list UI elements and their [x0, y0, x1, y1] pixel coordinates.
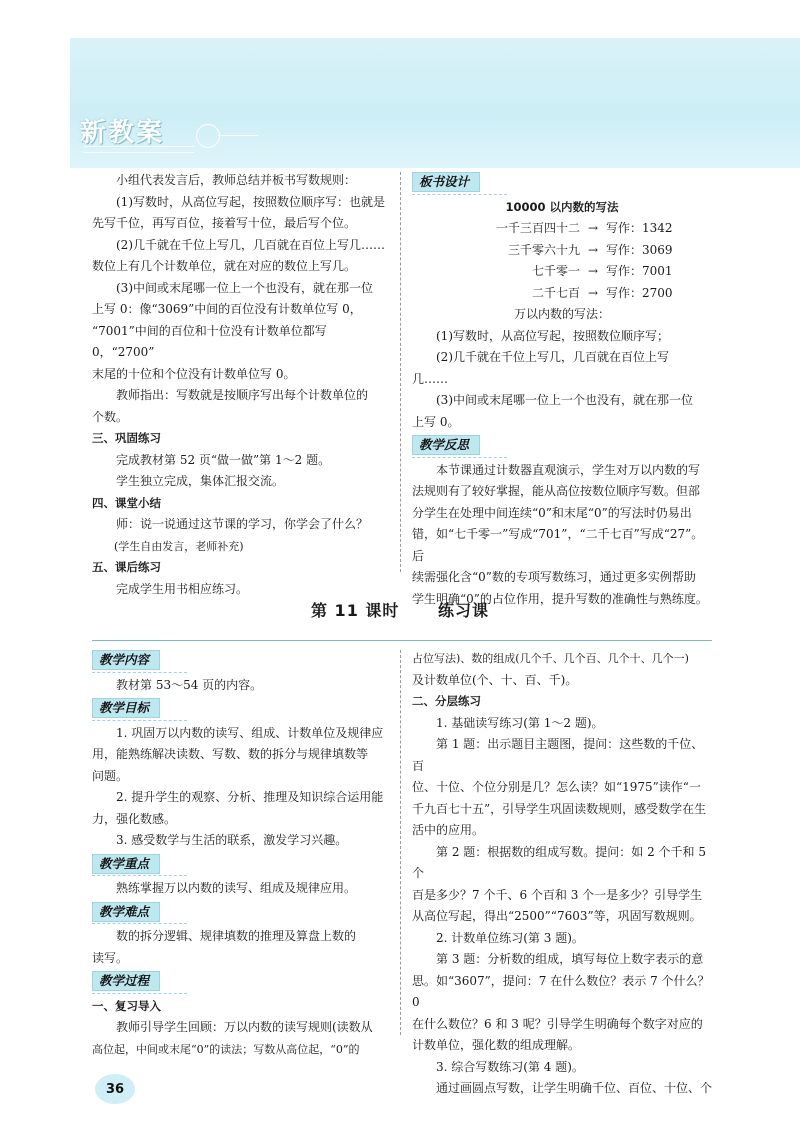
text-line: 在什么数位？6 和 3 呢？引导学生明确每个数字对应的 — [412, 1016, 703, 1031]
section-tag: 教学难点 — [92, 902, 160, 922]
board-row-number: 写作：1342 — [606, 221, 673, 235]
arrow-right-icon: → — [587, 264, 599, 278]
text-line: 力，强化数感。 — [92, 811, 177, 826]
text-line: 数位上有几个计数单位，就在对应的数位上写几。 — [92, 259, 357, 273]
logo-emblem-icon — [196, 124, 220, 148]
text-line: 读写。 — [92, 950, 129, 965]
text-line: 及计数单位(个、十、百、千)。 — [412, 672, 578, 687]
page-number: 36 — [95, 1074, 135, 1104]
text-line: 上写 0。 — [412, 414, 460, 429]
text-line: (2)几千就在千位上写几，几百就在百位上写 — [436, 350, 669, 364]
text-line: 熟练掌握万以内数的读写、组成及规律应用。 — [116, 881, 357, 895]
logo-rule — [218, 135, 258, 136]
text-line: 第 3 题：分析数的组成，填写每位上数字表示的意 — [436, 952, 704, 966]
section-heading: 五、课后练习 — [92, 560, 161, 574]
arrow-right-icon: → — [587, 221, 599, 235]
text-line: 法规则有了较好掌握，能从高位按数位顺序写数。但部 — [412, 484, 701, 498]
text-line: 本节课通过计数器直观演示，学生对万以内数的写 — [436, 462, 701, 477]
board-row — [412, 218, 712, 240]
reflection-tag: 教学反思 — [412, 435, 480, 455]
section-heading: 三、巩固练习 — [92, 431, 161, 445]
text-line: 学生独立完成，集体汇报交流。 — [116, 474, 285, 488]
text-line: 2. 提升学生的观察、分析、推理及知识综合运用能 — [116, 790, 384, 804]
logo: 新教案 — [80, 118, 165, 148]
board-row-words: 一千三百四十二 — [495, 221, 580, 235]
text-line: 完成教材第 52 页“做一做”第 1～2 题。 — [116, 452, 331, 467]
board-row-number: 写作：2700 — [606, 285, 673, 300]
text-line: 2. 计数单位练习(第 3 题)。 — [436, 930, 584, 945]
text-line: (2)几千就在千位上写几，几百就在百位上写几…… — [116, 237, 385, 252]
text-line: 几…… — [412, 371, 449, 386]
upper-right-column — [412, 170, 712, 610]
text-line: (1)写数时，从高位写起，按照数位顺序写； — [436, 328, 669, 343]
section-heading: 一、复习导入 — [92, 998, 161, 1013]
text-line: 通过画圆点写数，让学生明确千位、百位、十位、个 — [436, 1081, 713, 1095]
board-row-words: 二千七百 — [531, 285, 580, 300]
section-tag-header — [92, 969, 187, 994]
text-line: 分学生在处理中间连续“0”和末尾“0”的写法时仍易出 — [412, 505, 692, 520]
board-subtitle: 万以内数的写法： — [513, 307, 610, 321]
section-tag-header — [92, 900, 187, 925]
section-tag: 教学内容 — [92, 650, 160, 670]
text-line: 1. 巩固万以内数的读写、组成、计数单位及规律应 — [116, 725, 384, 740]
text-line: 数的拆分逻辑、规律填数的推理及算盘上数的 — [116, 929, 357, 943]
text-line: (学生自由发言，老师补充) — [114, 539, 244, 553]
text-line: 上写 0：像“3069”中间的百位没有计数单位写 0， — [92, 302, 362, 316]
board-row-number: 写作：3069 — [606, 242, 673, 257]
board-row-words: 三千零六十九 — [507, 242, 580, 257]
text-line: 教材第 53～54 页的内容。 — [116, 677, 263, 692]
column-divider-bottom — [400, 650, 401, 1035]
text-line: 续需强化含“0”数的专项写数练习，通过更多实例帮助 — [412, 570, 696, 584]
text-line: 教师引导学生回顾：万以内数的读写规则(读数从 — [116, 1020, 373, 1034]
text-line: 高位起，中间或末尾“0”的读法；写数从高位起，“0”的 — [92, 1042, 360, 1056]
text-line: (1)写数时，从高位写起，按照数位顺序写：也就是 — [116, 194, 385, 209]
reflection-header — [412, 433, 507, 458]
section-tag: 教学目标 — [92, 698, 160, 718]
text-line: 问题。 — [92, 768, 129, 783]
board-row — [412, 283, 712, 305]
text-line: (3)中间或末尾哪一位上一个也没有，就在那一位 — [116, 280, 373, 295]
board-rules — [412, 326, 712, 434]
text-line: 计数单位，强化数的组成理解。 — [412, 1038, 581, 1052]
column-divider-top — [400, 172, 401, 572]
lower-left-column — [92, 648, 392, 1060]
board-rows — [412, 218, 712, 304]
section-heading: 四、课堂小结 — [92, 495, 161, 510]
section-rule — [92, 640, 712, 641]
arrow-right-icon: → — [587, 285, 599, 300]
text-line: 位、十位、个位分别是几？怎么读？如“1975”读作“一 — [412, 780, 701, 794]
text-line: (3)中间或末尾哪一位上一个也没有，就在那一位 — [436, 393, 693, 407]
board-row-number: 写作：7001 — [606, 264, 673, 278]
text-line: 错，如“七千零一”写成“701”，“二千七百”写成“27”。后 — [412, 527, 704, 563]
text-line: 百是多少？7 个千、6 个百和 3 个一是多少？引导学生 — [412, 887, 703, 902]
text-line: “7001”中间的百位和十位没有计数单位都写 0，“2700” — [92, 323, 327, 359]
text-line: 思。如“3607”，提问：7 在什么数位？表示 7 个什么？0 — [412, 973, 710, 1009]
text-line: 第 2 题：根据数的组成写数。提问：如 2 个千和 5 个 — [412, 844, 706, 880]
text-line: 先写千位，再写百位，接着写十位，最后写个位。 — [92, 216, 357, 230]
section-tag: 教学过程 — [92, 971, 160, 991]
board-title: 10000 以内数的写法 — [505, 199, 619, 214]
text-line: 第 1 题：出示题目主题图，提问：这些数的千位、百 — [412, 737, 704, 773]
lower-right-column — [412, 648, 712, 1100]
board-row — [412, 240, 712, 262]
lesson-number: 第 11 课时 — [310, 601, 400, 620]
lesson-title — [0, 598, 800, 621]
text-line: 3. 感受数学与生活的联系，激发学习兴趣。 — [116, 833, 348, 847]
board-design-header — [412, 170, 507, 195]
section-heading: 二、分层练习 — [412, 694, 481, 708]
section-tag-header — [92, 852, 187, 877]
board-row-words: 七千零一 — [531, 264, 580, 278]
section-tag-header — [92, 696, 187, 721]
text-line: 从高位写起，得出“2500”“7603”等，巩固写数规则。 — [412, 909, 702, 923]
text-line: 千九百七十五”，引导学生巩固读数规则，感受数学在生 — [412, 801, 707, 816]
text-line: 1. 基础读写练习(第 1～2 题)。 — [436, 715, 604, 730]
text-line: 个数。 — [92, 409, 129, 424]
arrow-right-icon: → — [587, 242, 599, 257]
text-line: 教师指出：写数就是按顺序写出每个计数单位的 — [116, 388, 369, 402]
text-line: 3. 综合写数练习(第 4 题)。 — [436, 1059, 584, 1074]
text-line: 师：说一说通过这节课的学习，你学会了什么？ — [116, 517, 369, 531]
text-line: 学生明确“0”的占位作用，提升写数的准确性与熟练度。 — [412, 591, 708, 606]
text-line: 末尾的十位和个位没有计数单位写 0。 — [92, 366, 296, 381]
logo-underline — [84, 146, 194, 153]
reflection-text — [412, 460, 712, 611]
upper-left-column — [92, 170, 392, 600]
text-line: 完成学生用书相应练习。 — [116, 581, 249, 596]
text-line: 占位写法)、数的组成(几个千、几个百、几个十、几个一) — [412, 652, 689, 665]
text-line: 用，能熟练解决读数、写数、数的拆分与规律填数等 — [92, 747, 369, 761]
board-row — [412, 261, 712, 283]
text-line: 活中的应用。 — [412, 823, 485, 837]
lesson-name: 练习课 — [437, 601, 489, 620]
section-tag-header — [92, 648, 187, 673]
section-tag: 教学重点 — [92, 854, 160, 874]
text-line: 小组代表发言后，教师总结并板书写数规则： — [116, 173, 357, 187]
board-design-tag: 板书设计 — [412, 172, 480, 192]
